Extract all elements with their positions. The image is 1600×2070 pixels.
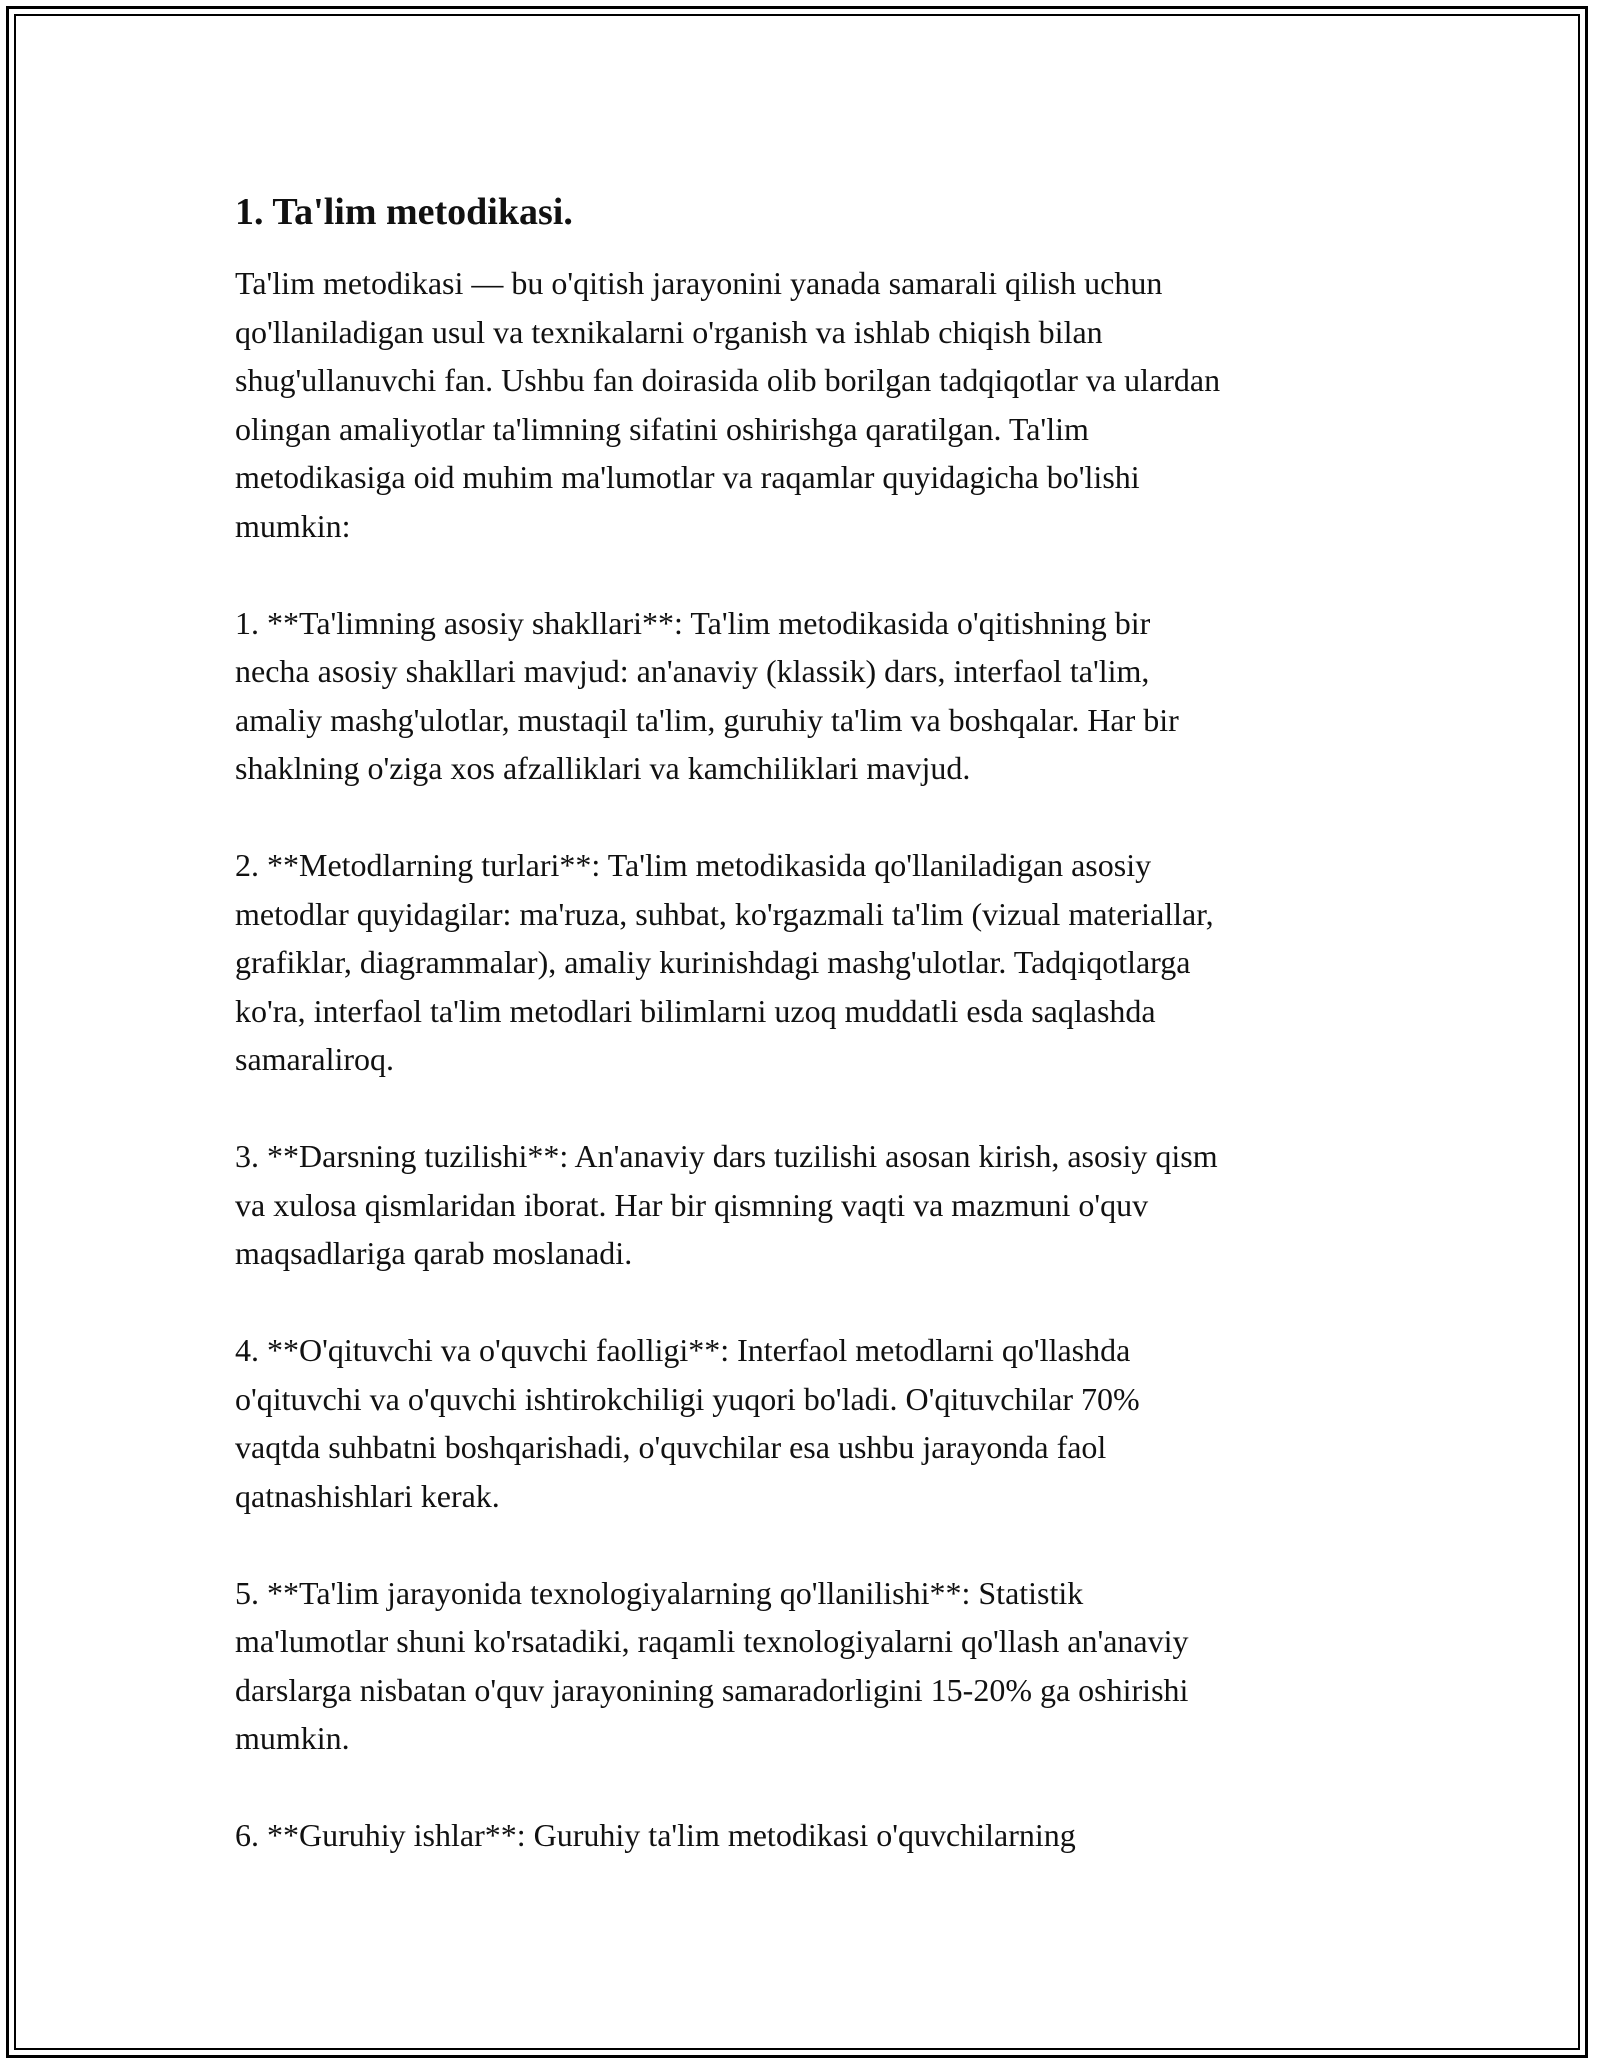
- list-item-line: samaraliroq.: [235, 1041, 395, 1077]
- list-item-line: 1. **Ta'limning asosiy shakllari**: Ta'lim metodikasida o'qitishning bir: [235, 604, 1151, 641]
- list-item-line: 6. **Guruhiy ishlar**: Guruhiy ta'lim metodikasi o'quvchilarning: [235, 1817, 1076, 1853]
- list-item-line: grafiklar, diagrammalar), amaliy kurinishdagi mashg'ulotlar. Tadqiqotlarga: [235, 944, 1191, 980]
- intro-line: mumkin:: [235, 507, 351, 544]
- list-item-6: [235, 1811, 1380, 1860]
- intro-line: metodikasiga oid muhim ma'lumotlar va raqamlar quyidagicha bo'lishi: [235, 459, 1140, 495]
- document-body: [235, 187, 1380, 1860]
- list-item-line: darslarga nisbatan o'quv jarayonining samaradorligini 15-20% ga oshirishi: [235, 1671, 1189, 1708]
- list-item-line: metodlar quyidagilar: ma'ruza, suhbat, ko'rgazmali ta'lim (vizual materiallar,: [235, 895, 1214, 932]
- list-item-line: 4. **O'qituvchi va o'quvchi faolligi**: Interfaol metodlarni qo'llashda: [235, 1332, 1131, 1368]
- list-item-line: ko'ra, interfaol ta'lim metodlari bilimlarni uzoq muddatli esda saqlashda: [235, 992, 1156, 1029]
- list-item-3: [235, 1132, 1380, 1278]
- list-item-line: 5. **Ta'lim jarayonida texnologiyalarning qo'llanilishi**: Statistik: [235, 1574, 1084, 1611]
- paragraph-gap: [235, 550, 1380, 599]
- list-item-line: qatnashishlari kerak.: [235, 1477, 500, 1514]
- list-item-line: shaklning o'ziga xos afzalliklari va kamchiliklari mavjud.: [235, 750, 971, 786]
- intro-line: Ta'lim metodikasi — bu o'qitish jarayonini yanada samarali qilish uchun: [235, 265, 1163, 301]
- paragraph-gap: [235, 1520, 1380, 1569]
- list-item-2: [235, 841, 1380, 1084]
- list-item-line: amaliy mashg'ulotlar, mustaqil ta'lim, guruhiy ta'lim va boshqalar. Har bir: [235, 701, 1179, 738]
- intro-paragraph: [235, 259, 1380, 550]
- list-item-line: necha asosiy shakllari mavjud: an'anaviy (klassik) dars, interfaol ta'lim,: [235, 653, 1150, 689]
- intro-line: olingan amaliyotlar ta'limning sifatini oshirishga qaratilgan. Ta'lim: [235, 410, 1089, 447]
- list-item-5: [235, 1569, 1380, 1763]
- section-heading: 1. Ta'lim metodikasi.: [235, 191, 573, 233]
- list-item-line: maqsadlariga qarab moslanadi.: [235, 1235, 633, 1271]
- list-item-1: [235, 599, 1380, 793]
- list-item-4: [235, 1326, 1380, 1520]
- paragraph-gap: [235, 1278, 1380, 1327]
- list-item-line: vaqtda suhbatni boshqarishadi, o'quvchilar esa ushbu jarayonda faol: [235, 1429, 1107, 1465]
- list-item-line: 2. **Metodlarning turlari**: Ta'lim metodikasida qo'llaniladigan asosiy: [235, 847, 1152, 883]
- paragraph-gap: [235, 1763, 1380, 1812]
- paragraph-gap: [235, 1084, 1380, 1133]
- list-item-line: o'qituvchi va o'quvchi ishtirokchiligi yuqori bo'ladi. O'qituvchilar 70%: [235, 1380, 1140, 1417]
- paragraph-gap: [235, 793, 1380, 842]
- intro-line: qo'llaniladigan usul va texnikalarni o'rganish va ishlab chiqish bilan: [235, 313, 1103, 350]
- list-item-line: va xulosa qismlaridan iborat. Har bir qismning vaqti va mazmuni o'quv: [235, 1186, 1149, 1223]
- intro-line: shug'ullanuvchi fan. Ushbu fan doirasida olib borilgan tadqiqotlar va ulardan: [235, 362, 1221, 398]
- list-item-line: ma'lumotlar shuni ko'rsatadiki, raqamli texnologiyalarni qo'llash an'anaviy: [235, 1623, 1189, 1659]
- list-item-line: mumkin.: [235, 1720, 350, 1756]
- list-item-line: 3. **Darsning tuzilishi**: An'anaviy dars tuzilishi asosan kirish, asosiy qism: [235, 1138, 1218, 1174]
